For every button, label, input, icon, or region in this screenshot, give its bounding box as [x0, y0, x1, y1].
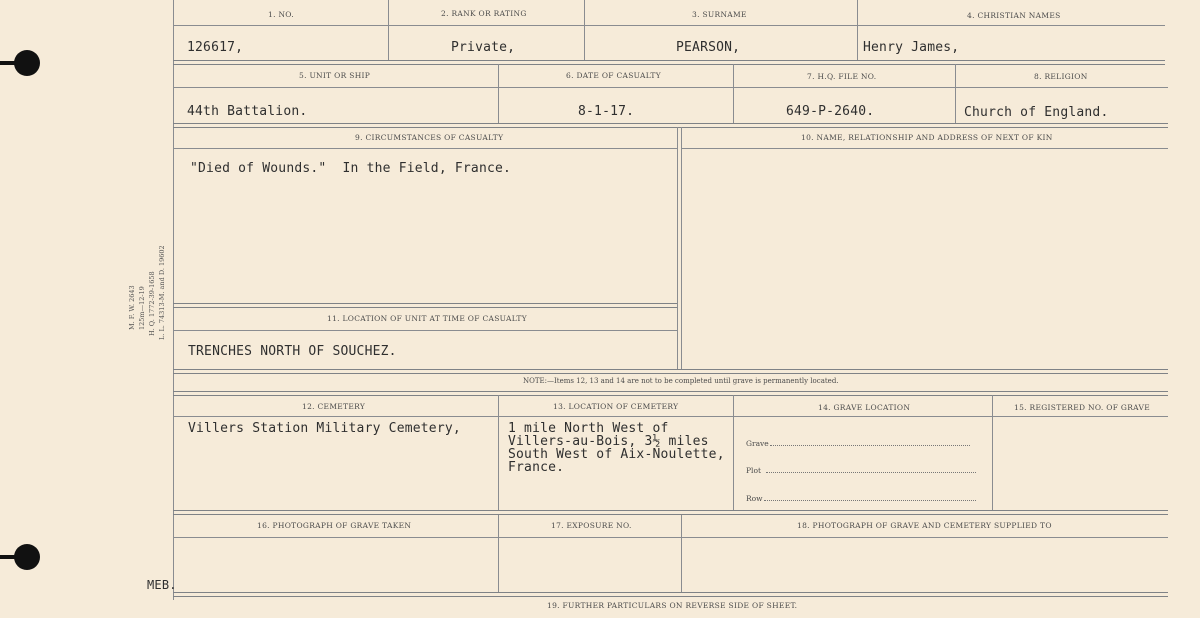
label-hq-file: 7. H.Q. FILE NO.	[807, 72, 877, 81]
label-surname: 3. SURNAME	[692, 10, 747, 19]
divider	[173, 330, 677, 331]
punch-hole-bottom-tail	[0, 555, 18, 559]
double-rule	[173, 60, 1165, 65]
double-rule	[173, 510, 1168, 515]
divider	[173, 87, 1168, 88]
label-religion: 8. RELIGION	[1034, 72, 1088, 81]
label-photo-supplied: 18. PHOTOGRAPH OF GRAVE AND CEMETERY SUPPLIED TO	[797, 521, 1052, 530]
value-circumstances: "Died of Wounds." In the Field, France.	[190, 161, 512, 176]
grave-dotted-line	[770, 445, 970, 446]
divider	[584, 0, 585, 60]
label-circumstances: 9. CIRCUMSTANCES OF CASUALTY	[355, 133, 504, 142]
label-registered-no: 15. REGISTERED NO. OF GRAVE	[1014, 403, 1150, 412]
double-rule	[173, 369, 1168, 374]
punch-hole-top-tail	[0, 61, 18, 65]
plot-dotted-line	[766, 472, 976, 473]
divider	[388, 0, 389, 60]
label-unit: 5. UNIT OR SHIP	[299, 71, 371, 80]
value-location-of-unit: TRENCHES NORTH OF SOUCHEZ.	[188, 344, 397, 359]
value-hq-file: 649-P-2640.	[786, 104, 875, 119]
label-christian-names: 4. CHRISTIAN NAMES	[967, 11, 1061, 20]
double-rule	[173, 592, 1168, 597]
divider	[857, 0, 858, 60]
label-date: 6. DATE OF CASUALTY	[566, 71, 661, 80]
value-date: 8-1-17.	[578, 104, 635, 119]
divider	[173, 416, 1168, 417]
side-print-line: L. L. 74313-M. and D. 19602	[158, 245, 166, 340]
double-rule	[173, 123, 1168, 128]
grave-field-label: Grave	[746, 439, 769, 448]
divider	[681, 127, 682, 370]
label-location-of-unit: 11. LOCATION OF UNIT AT TIME OF CASUALTY	[327, 314, 527, 323]
double-rule	[173, 303, 677, 308]
divider	[173, 148, 677, 149]
label-exposure-no: 17. EXPOSURE NO.	[551, 521, 632, 530]
divider	[173, 25, 1165, 26]
side-print-line: 125m—12-19	[138, 286, 146, 330]
side-print-line: M. F. W. 2643	[128, 285, 136, 330]
divider	[955, 64, 956, 124]
value-christian-names: Henry James,	[863, 40, 960, 55]
value-rank: Private,	[451, 40, 516, 55]
location-of-cemetery-line: South West of Aix-Noulette,	[508, 447, 725, 462]
value-no: 126617,	[187, 40, 244, 55]
divider	[681, 148, 1168, 149]
label-further-particulars: 19. FURTHER PARTICULARS ON REVERSE SIDE OF SHEET.	[547, 601, 798, 610]
divider	[992, 395, 993, 511]
value-religion: Church of England.	[964, 105, 1109, 120]
side-print-line: H. Q. 1772-39-1658	[148, 271, 156, 336]
row-field-label: Row	[746, 494, 763, 503]
label-rank: 2. RANK OR RATING	[441, 9, 527, 18]
divider	[677, 127, 678, 370]
label-no: 1. NO.	[268, 10, 294, 19]
divider	[733, 395, 734, 511]
location-of-cemetery-line: Villers-au-Bois, 3½ miles	[508, 434, 709, 449]
divider	[498, 395, 499, 511]
label-next-of-kin: 10. NAME, RELATIONSHIP AND ADDRESS OF NEXT OF KIN	[801, 133, 1053, 142]
double-rule	[173, 391, 1168, 396]
label-location-of-cemetery: 13. LOCATION OF CEMETERY	[553, 402, 679, 411]
divider	[733, 64, 734, 124]
footer-stamp: MEB.	[147, 578, 177, 592]
divider	[498, 64, 499, 124]
row-dotted-line	[764, 500, 976, 501]
divider	[173, 537, 1168, 538]
location-of-cemetery-line: 1 mile North West of	[508, 421, 669, 436]
label-grave-location: 14. GRAVE LOCATION	[818, 403, 911, 412]
label-photo-taken: 16. PHOTOGRAPH OF GRAVE TAKEN	[257, 521, 412, 530]
value-surname: PEARSON,	[676, 40, 741, 55]
label-cemetery: 12. CEMETERY	[302, 402, 366, 411]
note-items-12-14: NOTE:—Items 12, 13 and 14 are not to be completed until grave is permanently located.	[523, 377, 839, 385]
divider	[681, 515, 682, 593]
divider	[498, 515, 499, 593]
plot-field-label: Plot	[746, 466, 761, 475]
value-cemetery: Villers Station Military Cemetery,	[188, 421, 461, 436]
location-of-cemetery-line: France.	[508, 460, 565, 475]
value-unit: 44th Battalion.	[187, 104, 308, 119]
